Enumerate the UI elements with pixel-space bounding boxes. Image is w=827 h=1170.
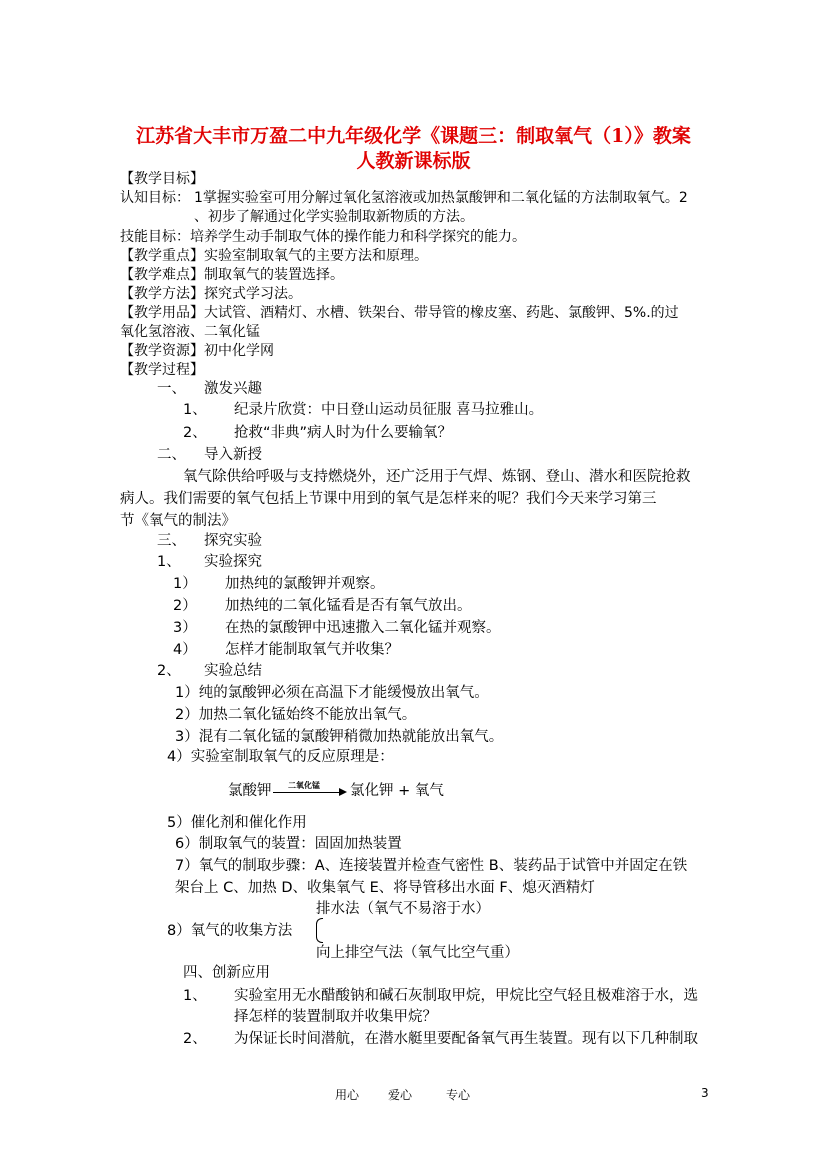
summary-item2: 2）加热二氧化锰始终不能放出氧气。: [175, 707, 417, 723]
section2-number: 二、: [157, 447, 186, 463]
experiment-item1-number: 1）: [173, 576, 197, 592]
section1-item2-text: 抢救“非典”病人时为什么要输氧？: [234, 425, 453, 441]
question2-line1: 为保证长时间潜航，在潜水艇里要配备氧气再生装置。现有以下几种制取: [234, 1031, 698, 1047]
teaching-process: 【教学过程】: [120, 362, 204, 378]
question2-number: 2、: [183, 1031, 207, 1047]
difficulty-point: 【教学难点】制取氧气的装置选择。: [120, 267, 344, 283]
teaching-resources: 【教学资源】初中化学网: [120, 343, 274, 359]
summary-item4: 4）实验室制取氧气的反应原理是：: [167, 749, 394, 765]
footer-mid: 爱心: [388, 1088, 413, 1102]
section1-item2-number: 2、: [183, 425, 207, 441]
key-point: 【教学重点】实验室制取氧气的主要方法和原理。: [120, 248, 428, 264]
section3-sub1-title: 实验探究: [204, 554, 262, 570]
skill-goal: 技能目标：培养学生动手制取气体的操作能力和科学探究的能力。: [120, 229, 526, 245]
section3-number: 三、: [157, 533, 186, 549]
section3-title: 探究实验: [204, 533, 262, 549]
page-number: 3: [701, 1086, 709, 1100]
item7-steps-line2: 架台上 C、加热 D、收集氧气 E、将导管移出水面 F、熄灭酒精灯: [175, 880, 595, 896]
summary-item3: 3）混有二氧化锰的氯酸钾稍微加热就能放出氧气。: [175, 729, 504, 745]
cognitive-label: 认知目标：: [120, 190, 190, 206]
section4-title: 四、创新应用: [183, 965, 270, 981]
item7-steps-line1: 7）氧气的制取步骤：A、连接装置并检查气密性 B、装药品于试管中并固定在铁: [175, 858, 688, 874]
question1-number: 1、: [183, 988, 207, 1004]
document-title-line1: 江苏省大丰市万盈二中九年级化学《课题三：制取氧气（1）》教案: [136, 125, 691, 147]
experiment-item2-text: 加热纯的二氧化锰看是否有氧气放出。: [225, 598, 472, 614]
item6-apparatus: 6）制取氧气的装置：固固加热装置: [175, 836, 402, 852]
cognitive-text-2: 、初步了解通过化学实验制取新物质的方法。: [194, 209, 474, 225]
experiment-item4-text: 怎样才能制取氧气并收集？: [225, 642, 399, 658]
experiment-item3-number: 3）: [173, 620, 197, 636]
section2-paragraph-line3: 节《氧气的制法》: [120, 513, 236, 529]
cognitive-text: 1掌握实验室可用分解过氧化氢溶液或加热氯酸钾和二氧化锰的方法制取氧气。2: [194, 190, 688, 206]
experiment-item4-number: 4）: [173, 642, 197, 658]
collection-method-upward-air: 向上排空气法（氧气比空气重）: [316, 945, 519, 961]
section1-item1-number: 1、: [183, 402, 207, 418]
collection-method-water: 排水法（氧气不易溶于水）: [316, 901, 490, 917]
reaction-arrow-line: [273, 792, 339, 793]
experiment-item2-number: 2）: [173, 598, 197, 614]
section1-number: 一、: [157, 381, 186, 397]
section2-paragraph-line2: 病人。我们需要的氧气包括上节课中用到的氧气是怎样来的呢？我们今天来学习第三: [120, 491, 657, 507]
section2-title: 导入新授: [204, 447, 262, 463]
section3-sub2-number: 2、: [157, 663, 181, 679]
footer-left: 用心: [335, 1088, 360, 1102]
experiment-item3-text: 在热的氯酸钾中迅速撒入二氧化锰并观察。: [225, 620, 501, 636]
item5-catalyst: 5）催化剂和催化作用: [167, 815, 307, 831]
section1-item1-text: 纪录片欣赏：中日登山运动员征服 喜马拉雅山。: [234, 402, 544, 418]
question1-line2: 择怎样的装置制取并收集甲烷？: [234, 1009, 437, 1025]
summary-item1: 1）纯的氯酸钾必须在高温下才能缓慢放出氧气。: [175, 685, 489, 701]
footer-right: 专心: [446, 1088, 471, 1102]
section1-title: 激发兴趣: [204, 381, 262, 397]
question1-line1: 实验室用无水醋酸钠和碱石灰制取甲烷，甲烷比空气轻且极难溶于水，选: [234, 988, 698, 1004]
item8-collection: 8）氧气的收集方法: [167, 923, 293, 939]
teaching-supplies-1: 【教学用品】大试管、酒精灯、水槽、铁架台、带导管的橡皮塞、药匙、氯酸钾、5%.的过: [120, 305, 679, 321]
equation-catalyst: 二氧化锰: [288, 781, 320, 790]
experiment-item1-text: 加热纯的氯酸钾并观察。: [225, 576, 385, 592]
teaching-supplies-2: 氧化氢溶液、二氧化锰: [120, 324, 260, 340]
goal-heading: 【教学目标】: [120, 171, 204, 187]
document-title-line2: 人教新课标版: [356, 150, 471, 172]
equation-reactant: 氯酸钾: [228, 783, 272, 799]
teaching-method: 【教学方法】探究式学习法。: [120, 286, 302, 302]
section3-sub2-title: 实验总结: [204, 663, 262, 679]
reaction-arrow-icon: [339, 788, 347, 796]
section2-paragraph-line1: 氧气除供给呼吸与支持燃烧外，还广泛用于气焊、炼钢、登山、潜水和医院抢救: [183, 469, 691, 485]
section3-sub1-number: 1、: [157, 554, 181, 570]
equation-products: 氯化钾 + 氧气: [350, 783, 444, 799]
